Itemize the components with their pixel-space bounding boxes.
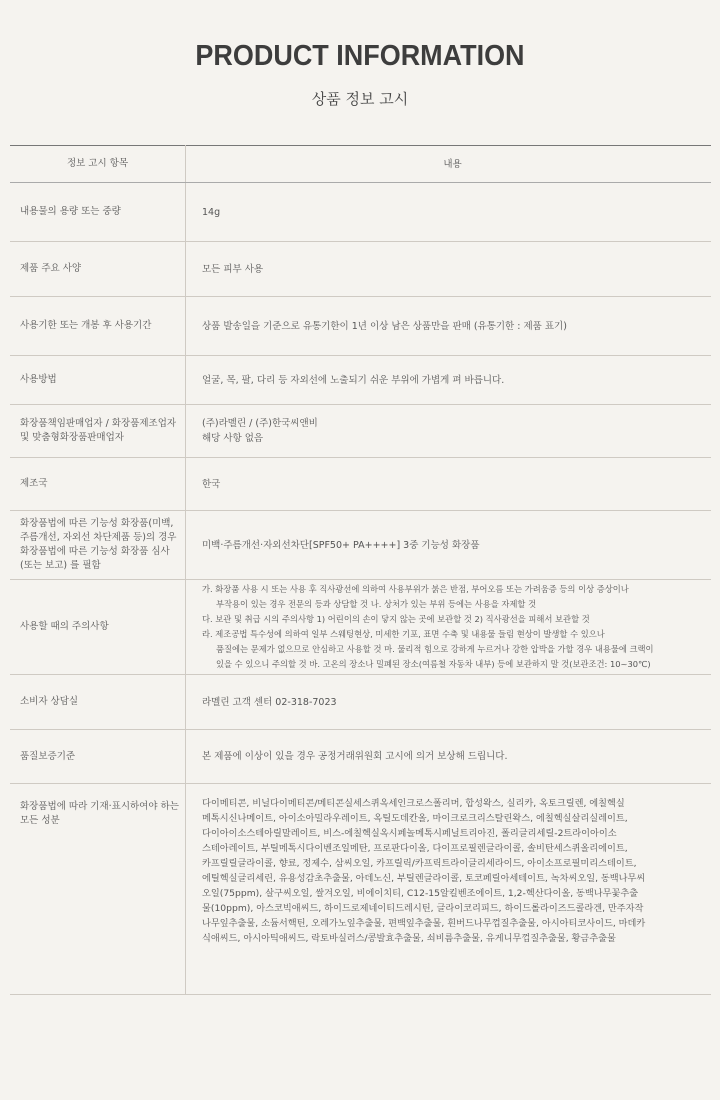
- row-label: [10, 580, 186, 675]
- row-content: [186, 511, 712, 580]
- row-label-line: 및 맞춤형화장품판매업자: [20, 432, 124, 443]
- row-label: [10, 356, 186, 405]
- row-content-line: 카프릴릴글라이콜, 향료, 정제수, 삼씨오일, 카프릴릭/카프릭트라이글리세라이드, 아이소프로필미리스테이트,: [202, 858, 637, 869]
- row-content-line: 다이메티콘, 비닐다이메티콘/메티콘실세스퀴옥세인크로스폴리머, 합성왁스, 실리카, 옥토크릴렌, 에칠헥실: [202, 798, 625, 809]
- row-content-line: 스테아레이트, 부틸메톡시다이벤조일메탄, 프로판다이올, 다이프로필렌글라이콜, 솔비탄세스퀴올리에이트,: [202, 843, 628, 854]
- row-content: [186, 730, 712, 784]
- row-content-line: 물(10ppm), 아스코빅애씨드, 하이드로제네이티드레시틴, 글라이코리피드, 하이드롤라이즈드콜라겐, 만주자작: [202, 903, 644, 914]
- row-label: [10, 730, 186, 784]
- row-content-line: 본 제품에 이상이 있을 경우 공정거래위원회 고시에 의거 보상해 드립니다.: [202, 751, 508, 762]
- row-content: [186, 405, 712, 458]
- row-label-line: 사용방법: [20, 374, 57, 385]
- row-content-line: 있을 수 있으니 주의할 것 바. 고온의 장소나 밀폐된 장소(여름철 자동차 내부) 등에 보관하지 말 것(보관조건: 10~30℃): [216, 659, 651, 669]
- row-label-line: (또는 보고) 를 필함: [20, 560, 101, 571]
- table-row: [10, 675, 711, 730]
- table-row: [10, 405, 711, 458]
- table-header-row: [10, 146, 711, 183]
- row-label-line: 사용할 때의 주의사항: [20, 621, 109, 632]
- row-content-line: 미백·주름개선·자외선차단[SPF50+ PA++++] 3중 기능성 화장품: [202, 539, 480, 551]
- row-content-line: 14g: [202, 206, 221, 218]
- row-content-line: 라멜린 고객 센터 02-318-7023: [202, 696, 337, 708]
- row-content: [186, 580, 712, 675]
- table-row: [10, 730, 711, 784]
- row-label: [10, 297, 186, 356]
- column-header-item: 정보 고시 항목: [10, 146, 186, 183]
- row-content: [186, 242, 712, 297]
- row-content: [186, 458, 712, 511]
- row-content-line: 품질에는 문제가 없으므로 안심하고 사용할 것 마. 물리적 힘으로 강하게 누르거나 강한 압박을 가할 경우 내용물에 크랙이: [216, 644, 654, 654]
- table-row: [10, 458, 711, 511]
- row-label-line: 소비자 상담실: [20, 696, 79, 707]
- row-label: [10, 183, 186, 242]
- table-row: [10, 356, 711, 405]
- row-label: [10, 784, 186, 995]
- row-label-line: 화장품책임판매업자 / 화장품제조업자: [20, 418, 177, 429]
- row-label-line: 화장품법에 따라 기재·표시하여야 하는: [20, 801, 179, 812]
- row-content: [186, 297, 712, 356]
- table-row: [10, 242, 711, 297]
- row-content-line: (주)라멜린 / (주)한국씨앤비: [202, 418, 318, 429]
- row-content-line: 해당 사항 없음: [202, 433, 264, 444]
- row-label-line: 화장품법에 따른 기능성 화장품 심사: [20, 546, 170, 557]
- row-label: [10, 511, 186, 580]
- column-header-content: 내용: [186, 146, 712, 183]
- row-content-line: 부작용이 있는 경우 전문의 등과 상담할 것 나. 상처가 있는 부위 등에는 사용을 자제할 것: [216, 599, 537, 609]
- table-row: [10, 297, 711, 356]
- row-label-line: 화장품법에 따른 기능성 화장품(미백,: [20, 518, 174, 529]
- row-label-line: 모든 성분: [20, 815, 60, 826]
- row-content-line: 다이아이소스테아릴말레이트, 비스-에칠헥실옥시페놀메톡시페닐트리아진, 폴리글리세릴-2트라이아이소: [202, 828, 617, 839]
- row-label-line: 사용기한 또는 개봉 후 사용기간: [20, 320, 152, 331]
- row-label: [10, 458, 186, 511]
- row-content-line: 모든 피부 사용: [202, 263, 264, 275]
- row-content-line: 메톡시신나메이트, 아이소아밀라우레이트, 옥틸도데칸올, 마이크로크리스탈린왁스, 에칠헥실살리실레이트,: [202, 813, 628, 824]
- row-content-line: 상품 발송일을 기준으로 유통기한이 1년 이상 남은 상품만을 판매 (유통기한 : 제품 표기): [202, 320, 567, 332]
- row-content-line: 라. 제조공법 특수성에 의하여 일부 스웨팅현상, 미세한 기포, 표면 수축 및 내용물 들림 현상이 발생할 수 있으나: [202, 629, 605, 639]
- row-content-line: 식애씨드, 아시아틱애씨드, 락토바실러스/콩발효추출물, 쇠비름추출물, 유게니무껍질추출물, 황금추출물: [202, 933, 616, 944]
- table-row: [10, 183, 711, 242]
- row-content-line: 오일(75ppm), 살구씨오일, 쌀겨오일, 비에이치티, C12-15알킬벤조에이트, 1,2-헥산다이올, 동백나무꽃추출: [202, 888, 639, 899]
- row-label: [10, 242, 186, 297]
- row-content-line: 가. 화장품 사용 시 또는 사용 후 직사광선에 의하여 사용부위가 붉은 반점, 부어오름 또는 가려움증 등의 이상 증상이나: [202, 584, 629, 594]
- table-row: [10, 511, 711, 580]
- row-label-line: 내용물의 용량 또는 중량: [20, 206, 121, 217]
- row-label-line: 품질보증기준: [20, 750, 76, 762]
- row-label-line: 제조국: [20, 478, 48, 489]
- row-label-line: 제품 주요 사양: [20, 263, 82, 274]
- row-content-line: 에틸헥실글리세린, 유용성감초추출물, 아데노신, 부틸렌글라이콜, 토코페릴아세테이트, 녹차씨오일, 동백나무씨: [202, 873, 646, 884]
- row-content-line: 얼굴, 목, 팔, 다리 등 자외선에 노출되기 쉬운 부위에 가볍게 펴 바릅니다.: [202, 374, 505, 386]
- row-content-line: 다. 보관 및 취급 시의 주의사항 1) 어린이의 손이 닿지 않는 곳에 보관할 것 2) 직사광선을 피해서 보관할 것: [202, 614, 590, 624]
- page-title: PRODUCT INFORMATION: [195, 40, 525, 72]
- row-content: [186, 356, 712, 405]
- table-row: [10, 580, 711, 675]
- row-label: [10, 405, 186, 458]
- row-content-line: 나무잎추출물, 소듐서핵틴, 오레가노잎추출물, 편백잎추출물, 흰버드나무껍질추출물, 아시아티코사이드, 마데카: [202, 918, 646, 929]
- row-content: [186, 675, 712, 730]
- row-content-line: 한국: [202, 478, 221, 490]
- row-content: [186, 183, 712, 242]
- page-subtitle: 상품 정보 고시: [311, 90, 409, 108]
- row-label-line: 주름개선, 자외선 차단제품 등)의 경우: [20, 532, 177, 543]
- row-label: [10, 675, 186, 730]
- table-row: [10, 784, 711, 995]
- product-info-table: [10, 145, 711, 995]
- row-content: [186, 784, 712, 995]
